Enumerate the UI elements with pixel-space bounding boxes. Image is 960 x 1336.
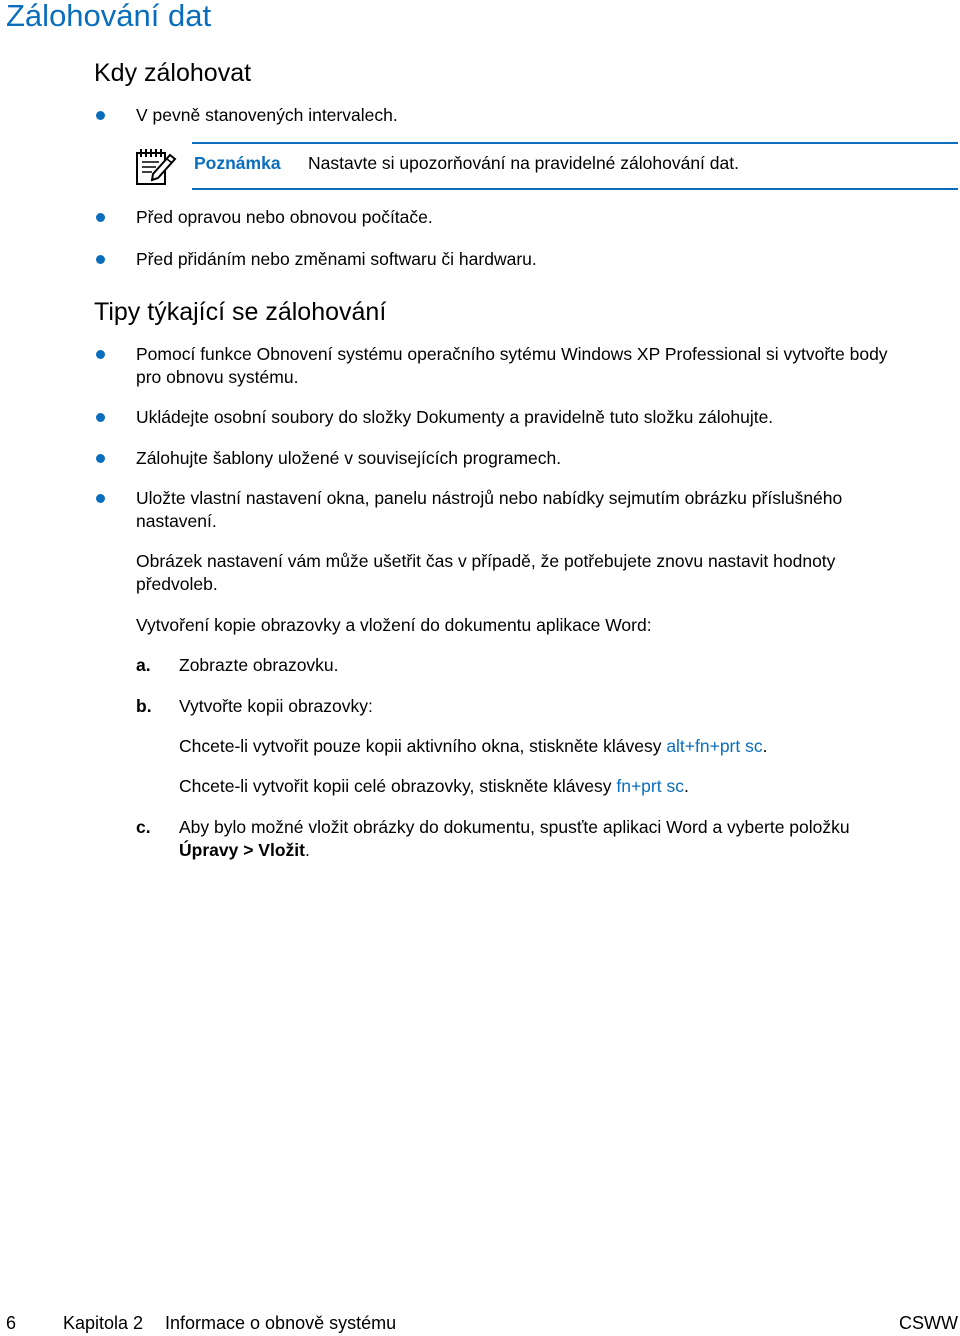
bullet-dot-icon [96,213,105,222]
list-item-line: Uložte vlastní nastavení okna, panelu nástrojů nebo nabídky sejmutím obrázku příslušného [136,488,843,508]
list-item: Před přidáním nebo změnami softwaru či hardwaru. [136,249,537,269]
step-text-b: Vytvořte kopii obrazovky: [179,696,373,716]
list-item: V pevně stanovených intervalech. [136,105,398,125]
step-marker-a: a. [136,655,151,675]
note-pencil-icon [134,145,178,187]
step-b-sub1-text: Chcete-li vytvořit pouze kopii aktivního okna, stiskněte klávesy [179,736,667,756]
paragraph-line: Obrázek nastavení vám může ušetřit čas v případě, že potřebujete znovu nastavit hodnoty [136,551,836,571]
footer-chapter: Kapitola 2 [63,1313,144,1333]
footer-chapter-title: Informace o obnově systému [165,1313,397,1333]
menu-name-edit: Úpravy [179,840,239,860]
list-item-line: Pomocí funkce Obnovení systému operačního sytému Windows XP Professional si vytvořte body [136,344,888,364]
step-text-a: Zobrazte obrazovku. [179,655,339,675]
bullet-dot-icon [96,111,105,120]
menu-item-insert: Vložit [258,840,305,860]
bullet-dot-icon [96,494,105,503]
bullet-dot-icon [96,350,105,359]
list-item: Před opravou nebo obnovou počítače. [136,207,433,227]
step-text-c-line2 [179,839,310,862]
section-heading-when-to-backup: Kdy zálohovat [94,59,252,87]
keyboard-shortcut: alt+fn+prt sc [666,736,763,756]
list-item-line: nastavení. [136,511,217,531]
period: . [304,840,310,860]
page-title: Zálohování dat [6,0,212,33]
step-marker-c: c. [136,817,151,837]
section-heading-backup-tips: Tipy týkající se zálohování [94,298,387,326]
step-text-c-line1: Aby bylo možné vložit obrázky do dokumentu, spusťte aplikaci Word a vyberte položku [179,817,850,837]
list-item: Ukládejte osobní soubory do složky Dokumenty a pravidelně tuto složku zálohujte. [136,407,774,427]
note-top-rule [192,142,958,144]
step-b-sub2-text: Chcete-li vytvořit kopii celé obrazovky, stiskněte klávesy [179,776,617,796]
paragraph: Vytvoření kopie obrazovky a vložení do dokumentu aplikace Word: [136,615,652,635]
note-text: Nastavte si upozorňování na pravidelné zálohování dat. [308,153,739,173]
step-b-sub1 [179,735,768,758]
note-bottom-rule [192,188,958,190]
footer-locale-code: CSWW [899,1313,958,1333]
menu-separator: > [238,840,259,860]
list-item-line: pro obnovu systému. [136,367,299,387]
bullet-dot-icon [96,255,105,264]
keyboard-shortcut: fn+prt sc [616,776,684,796]
footer-page-number: 6 [6,1313,17,1333]
step-marker-b: b. [136,696,152,716]
paragraph-line: předvoleb. [136,574,218,594]
bullet-dot-icon [96,413,105,422]
bullet-dot-icon [96,454,105,463]
list-item: Zálohujte šablony uložené v souvisejících programech. [136,448,562,468]
period: . [762,736,768,756]
step-b-sub2 [179,775,689,798]
note-label: Poznámka [194,153,281,173]
period: . [683,776,689,796]
